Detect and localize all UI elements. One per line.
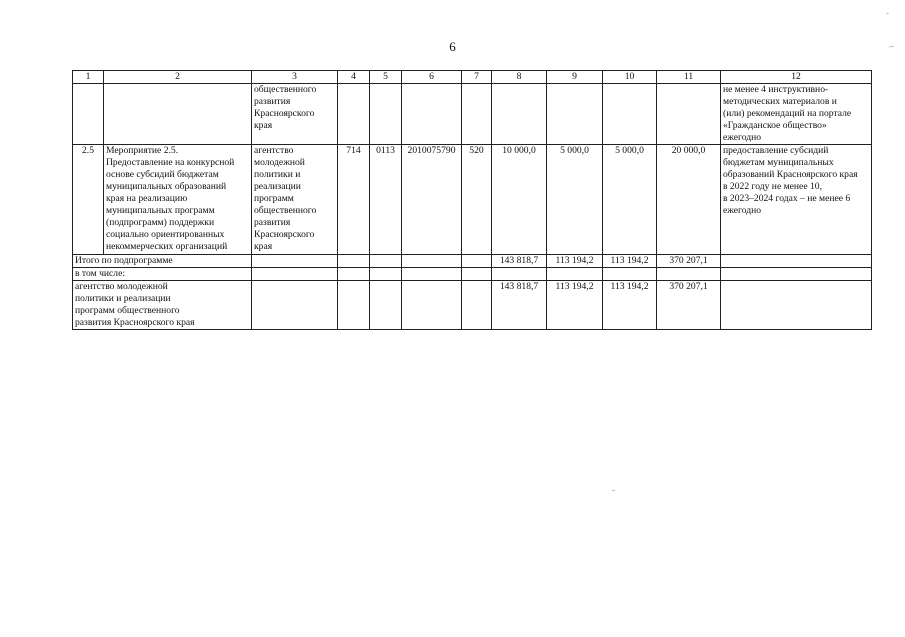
including-label-cell: в том числе: [73, 268, 252, 281]
table-cell [104, 84, 252, 145]
column-number: 6 [402, 71, 462, 84]
table-cell [402, 281, 462, 330]
table-cell [252, 255, 338, 268]
amount-cell: 113 194,2 [547, 281, 603, 330]
scan-speck [612, 490, 615, 491]
page-number: 6 [449, 39, 456, 54]
table-cell [73, 84, 104, 145]
column-number-row [73, 71, 872, 84]
column-number: 12 [721, 71, 872, 84]
table-cell [402, 268, 462, 281]
table-cell [462, 255, 492, 268]
subprogram-total-row [73, 255, 872, 268]
table-cell [492, 268, 547, 281]
table-cell [462, 281, 492, 330]
scan-mark: - [886, 8, 889, 18]
section-code-cell: 0113 [370, 145, 402, 255]
table-cell [338, 84, 370, 145]
expected-result-cell: предоставление субсидий бюджетам муниципальных образований Красноярского края в 2022 году не менее 10, в 2023–2024 годах – не менее 6 ежегодно [721, 145, 872, 255]
table-cell [492, 84, 547, 145]
expected-result-cell: не менее 4 инструктивно- методических материалов и (или) рекомендаций на портале «Гражданское общество» ежегодно [721, 84, 872, 145]
target-article-cell: 2010075790 [402, 145, 462, 255]
column-number: 1 [73, 71, 104, 84]
measure-number-cell: 2.5 [73, 145, 104, 255]
amount-cell: 113 194,2 [603, 255, 657, 268]
column-number: 3 [252, 71, 338, 84]
amount-cell: 143 818,7 [492, 255, 547, 268]
amount-total-cell: 370 207,1 [657, 255, 721, 268]
amount-total-cell: 20 000,0 [657, 145, 721, 255]
column-number: 4 [338, 71, 370, 84]
amount-total-cell: 370 207,1 [657, 281, 721, 330]
responsible-agency-cell: общественного развития Красноярского края [252, 84, 338, 145]
table-cell [338, 281, 370, 330]
table-cell [252, 268, 338, 281]
amount-cell: 5 000,0 [603, 145, 657, 255]
table-cell [370, 255, 402, 268]
table-cell [657, 268, 721, 281]
expense-type-cell: 520 [462, 145, 492, 255]
column-number: 2 [104, 71, 252, 84]
continuation-row [73, 84, 872, 145]
total-label-cell: Итого по подпрограмме [73, 255, 252, 268]
table-cell [252, 281, 338, 330]
including-row [73, 268, 872, 281]
table-cell [721, 268, 872, 281]
table-cell [547, 268, 603, 281]
table-cell [338, 255, 370, 268]
measure-row [73, 145, 872, 255]
column-number: 7 [462, 71, 492, 84]
column-number: 11 [657, 71, 721, 84]
table-cell [370, 268, 402, 281]
table-cell [462, 268, 492, 281]
responsible-agency-cell: агентство молодежной политики и реализации программ общественного развития Красноярского края [252, 145, 338, 255]
column-number: 10 [603, 71, 657, 84]
table-cell [721, 255, 872, 268]
agency-label-cell: агентство молодежной политики и реализации программ общественного развития Красноярского края [73, 281, 252, 330]
table-cell [338, 268, 370, 281]
column-number: 9 [547, 71, 603, 84]
column-number: 8 [492, 71, 547, 84]
table-cell [721, 281, 872, 330]
table-cell [370, 84, 402, 145]
table-cell [547, 84, 603, 145]
column-number: 5 [370, 71, 402, 84]
table-cell [657, 84, 721, 145]
table-cell [402, 255, 462, 268]
amount-cell: 113 194,2 [547, 255, 603, 268]
table-cell [462, 84, 492, 145]
table-cell [402, 84, 462, 145]
grbs-code-cell: 714 [338, 145, 370, 255]
table-cell [370, 281, 402, 330]
table-cell [603, 268, 657, 281]
table-cell [603, 84, 657, 145]
measure-name-cell: Мероприятие 2.5. Предоставление на конкурсной основе субсидий бюджетам муниципальных образований края на реализацию муниципальных программ (подпрограмм) поддержки социально ориентированных некоммерческих организаций [104, 145, 252, 255]
agency-total-row [73, 281, 872, 330]
amount-cell: 10 000,0 [492, 145, 547, 255]
scan-mark: – [889, 41, 895, 51]
amount-cell: 113 194,2 [603, 281, 657, 330]
amount-cell: 5 000,0 [547, 145, 603, 255]
amount-cell: 143 818,7 [492, 281, 547, 330]
budget-table [72, 70, 872, 330]
